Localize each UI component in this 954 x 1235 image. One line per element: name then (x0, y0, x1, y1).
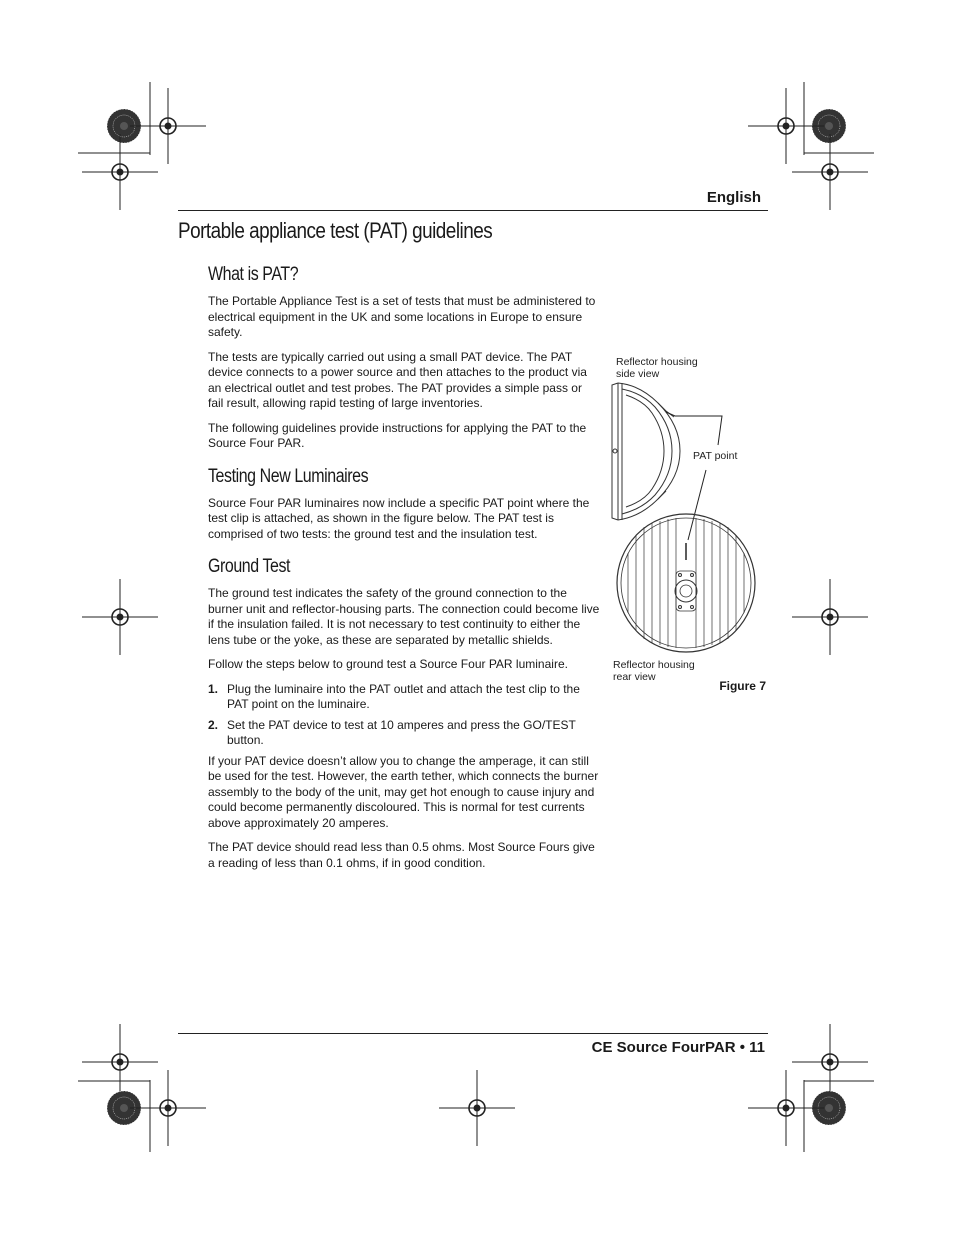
heading-what-is-pat: What is PAT? (208, 264, 299, 285)
main-column (208, 264, 600, 880)
figure-caption: Figure 7 (719, 679, 766, 693)
paragraph: Follow the steps below to ground test a Source Four PAR luminaire. (208, 657, 568, 671)
step-text: Plug the luminaire into the PAT outlet and attach the test clip to the PAT point on the luminaire. (227, 681, 580, 711)
rear-view-drawing (617, 514, 755, 652)
footer-rule (178, 1033, 768, 1034)
heading-ground-test: Ground Test (208, 556, 291, 577)
list-item (208, 718, 600, 749)
paragraph: The following guidelines provide instructions for applying the PAT to the Source Four PAR. (208, 420, 587, 450)
paragraph: If your PAT device doesn’t allow you to change the amperage, it can still be used for the test. However, the earth tether, which connects the burner assembly to the body of the unit, may get hot enough to cause injury and could become permanently discoloured. This is normal for test currents above approximately 20 amperes. (208, 753, 599, 830)
paragraph: The ground test indicates the safety of the ground connection to the burner unit and reflector-housing parts. The connection could become live if the insulation failed. It is not necessary to test continuity to either the lens tube or the yoke, as these are separated by metallic shields. (208, 586, 600, 647)
language-label: English (706, 189, 761, 206)
reflector-housing-illustration (600, 375, 770, 665)
paragraph: Source Four PAR luminaires now include a specific PAT point where the test clip is attached, as shown in the figure below. The PAT test is comprised of two tests: the ground test and the insulation test. (208, 495, 590, 541)
step-number: 2. (208, 717, 219, 732)
side-view-label: Reflector housing side view (616, 356, 698, 380)
pat-point-label: PAT point (693, 450, 738, 462)
paragraph: The PAT device should read less than 0.5 ohms. Most Source Fours give a reading of less than 0.1 ohms, if in good condition. (208, 840, 595, 870)
side-view-drawing (612, 383, 680, 520)
page-title: Portable appliance test (PAT) guidelines (178, 218, 493, 243)
step-text: Set the PAT device to test at 10 amperes and press the GO/TEST button. (227, 717, 576, 747)
footer-page-info: CE Source FourPAR • 11 (591, 1039, 765, 1056)
rear-view-label: Reflector housing rear view (613, 659, 695, 683)
paragraph: The tests are typically carried out using a small PAT device. The PAT device connects to a power source and then attaches to the product via an electrical outlet and test probes. The PAT provides a simple pass or fail result, allowing rapid testing of large inventories. (208, 349, 587, 410)
header-rule (178, 210, 768, 211)
step-number: 1. (208, 681, 219, 696)
heading-testing-new-luminaires: Testing New Luminaires (208, 465, 369, 487)
paragraph: The Portable Appliance Test is a set of tests that must be administered to electrical equipment in the UK and some locations in Europe to ensure safety. (208, 294, 596, 339)
steps-list (208, 682, 600, 749)
list-item (208, 682, 600, 713)
